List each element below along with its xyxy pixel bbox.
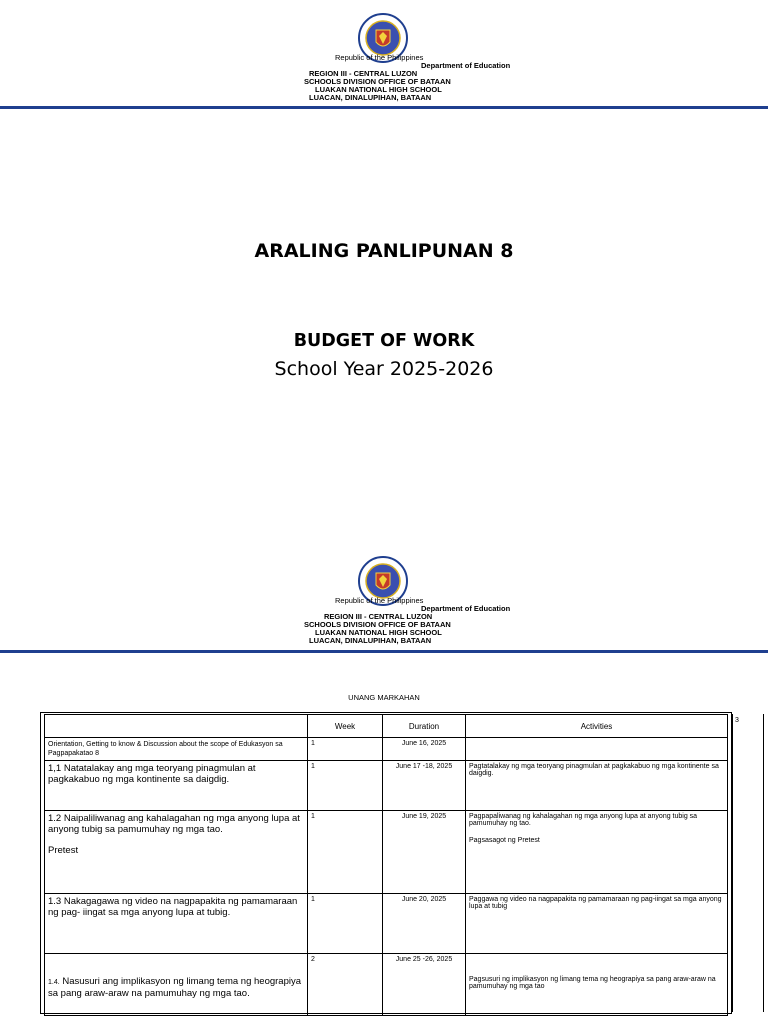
week-cell: 1: [308, 761, 383, 811]
activity-cell: Paggawa ng video na nagpapakita ng pamamaraan ng pag-iingat sa mga anyong lupa at tubig: [466, 894, 728, 954]
republic-line: Republic of the Philippines: [335, 53, 424, 62]
address-line: LUACAN, DINALUPIHAN, BATAAN: [309, 636, 432, 645]
activity-text: Pagpapaliwanag ng kahalagahan ng mga anyong lupa at anyong tubig sa pamumuhay ng tao.: [469, 813, 698, 827]
side-column: [732, 714, 764, 1012]
duration-cell: June 16, 2025: [383, 738, 466, 761]
school-line: LUAKAN NATIONAL HIGH SCHOOL: [315, 628, 442, 637]
activity-note: Pagsasagot ng Pretest: [469, 837, 540, 844]
competency-cell: Orientation, Getting to know & Discussion about the scope of Edukasyon sa Pagpapakatao 8: [45, 738, 308, 761]
activity-cell: [466, 811, 728, 894]
activity-cell: Pagtatalakay ng mga teoryang pinagmulan at pagkakabuo ng mga kontinente sa daigdig.: [466, 761, 728, 811]
table-row: [45, 954, 728, 1016]
region-line: REGION III - CENTRAL LUZON: [309, 69, 418, 78]
side-number: 3: [735, 717, 739, 724]
school-year: School Year 2025-2026: [274, 358, 494, 380]
competency-cell: [45, 954, 308, 1016]
competency-text: Nasusuri ang implikasyon ng limang tema ng heograpiya sa pang araw-araw na pamumuhay ng mga tao.: [48, 976, 302, 999]
division-line: SCHOOLS DIVISION OFFICE OF BATAAN: [304, 620, 451, 629]
budget-of-work-table: [44, 714, 728, 1016]
competency-prefix: 1.4.: [48, 979, 60, 986]
competency-cell: 1.3 Nakagagawa ng video na nagpapakita ng pamamaraan ng pag- iingat sa mga anyong lupa at tubig.: [45, 894, 308, 954]
duration-cell: June 17 -18, 2025: [383, 761, 466, 811]
duration-cell: June 20, 2025: [383, 894, 466, 954]
table-row: [45, 761, 728, 811]
department-line: Department of Education: [421, 61, 511, 70]
table-row: [45, 811, 728, 894]
subject-title: ARALING PANLIPUNAN 8: [254, 240, 514, 262]
activity-cell: Pagsusuri ng implikasyon ng limang tema ng heograpiya sa pang araw-araw na pamumuhay ng mga tao: [466, 954, 728, 1016]
republic-line: Republic of the Philippines: [335, 596, 424, 605]
week-cell: 1: [308, 894, 383, 954]
division-line: SCHOOLS DIVISION OFFICE OF BATAAN: [304, 77, 451, 86]
competency-cell: 1,1 Natatalakay ang mga teoryang pinagmulan at pagkakabuo ng mga kontinente sa daigdig.: [45, 761, 308, 811]
letterhead-rule-top: [0, 106, 768, 109]
competency-extra: Pretest: [48, 845, 79, 856]
header-week: Week: [308, 715, 383, 738]
document-title: BUDGET OF WORK: [293, 331, 475, 351]
table-row: [45, 738, 728, 761]
letterhead-rule-bottom: [0, 650, 768, 653]
header-competency: [45, 715, 308, 738]
header-duration: Duration: [383, 715, 466, 738]
school-line: LUAKAN NATIONAL HIGH SCHOOL: [315, 85, 442, 94]
region-line: REGION III - CENTRAL LUZON: [324, 612, 433, 621]
week-cell: 2: [308, 954, 383, 1016]
competency-text: 1.2 Naipaliliwanag ang kahalagahan ng mga anyong lupa at anyong tubig sa pamumuhay ng mga tao.: [48, 813, 300, 835]
duration-cell: June 19, 2025: [383, 811, 466, 894]
table-row: [45, 894, 728, 954]
duration-cell: June 25 -26, 2025: [383, 954, 466, 1016]
department-line: Department of Education: [421, 604, 511, 613]
quarter-heading: UNANG MARKAHAN: [348, 693, 420, 702]
week-cell: 1: [308, 811, 383, 894]
competency-cell: [45, 811, 308, 894]
table-header-row: [45, 715, 728, 738]
week-cell: 1: [308, 738, 383, 761]
activity-cell: [466, 738, 728, 761]
header-activities: Activities: [466, 715, 728, 738]
address-line: LUACAN, DINALUPIHAN, BATAAN: [309, 93, 432, 102]
